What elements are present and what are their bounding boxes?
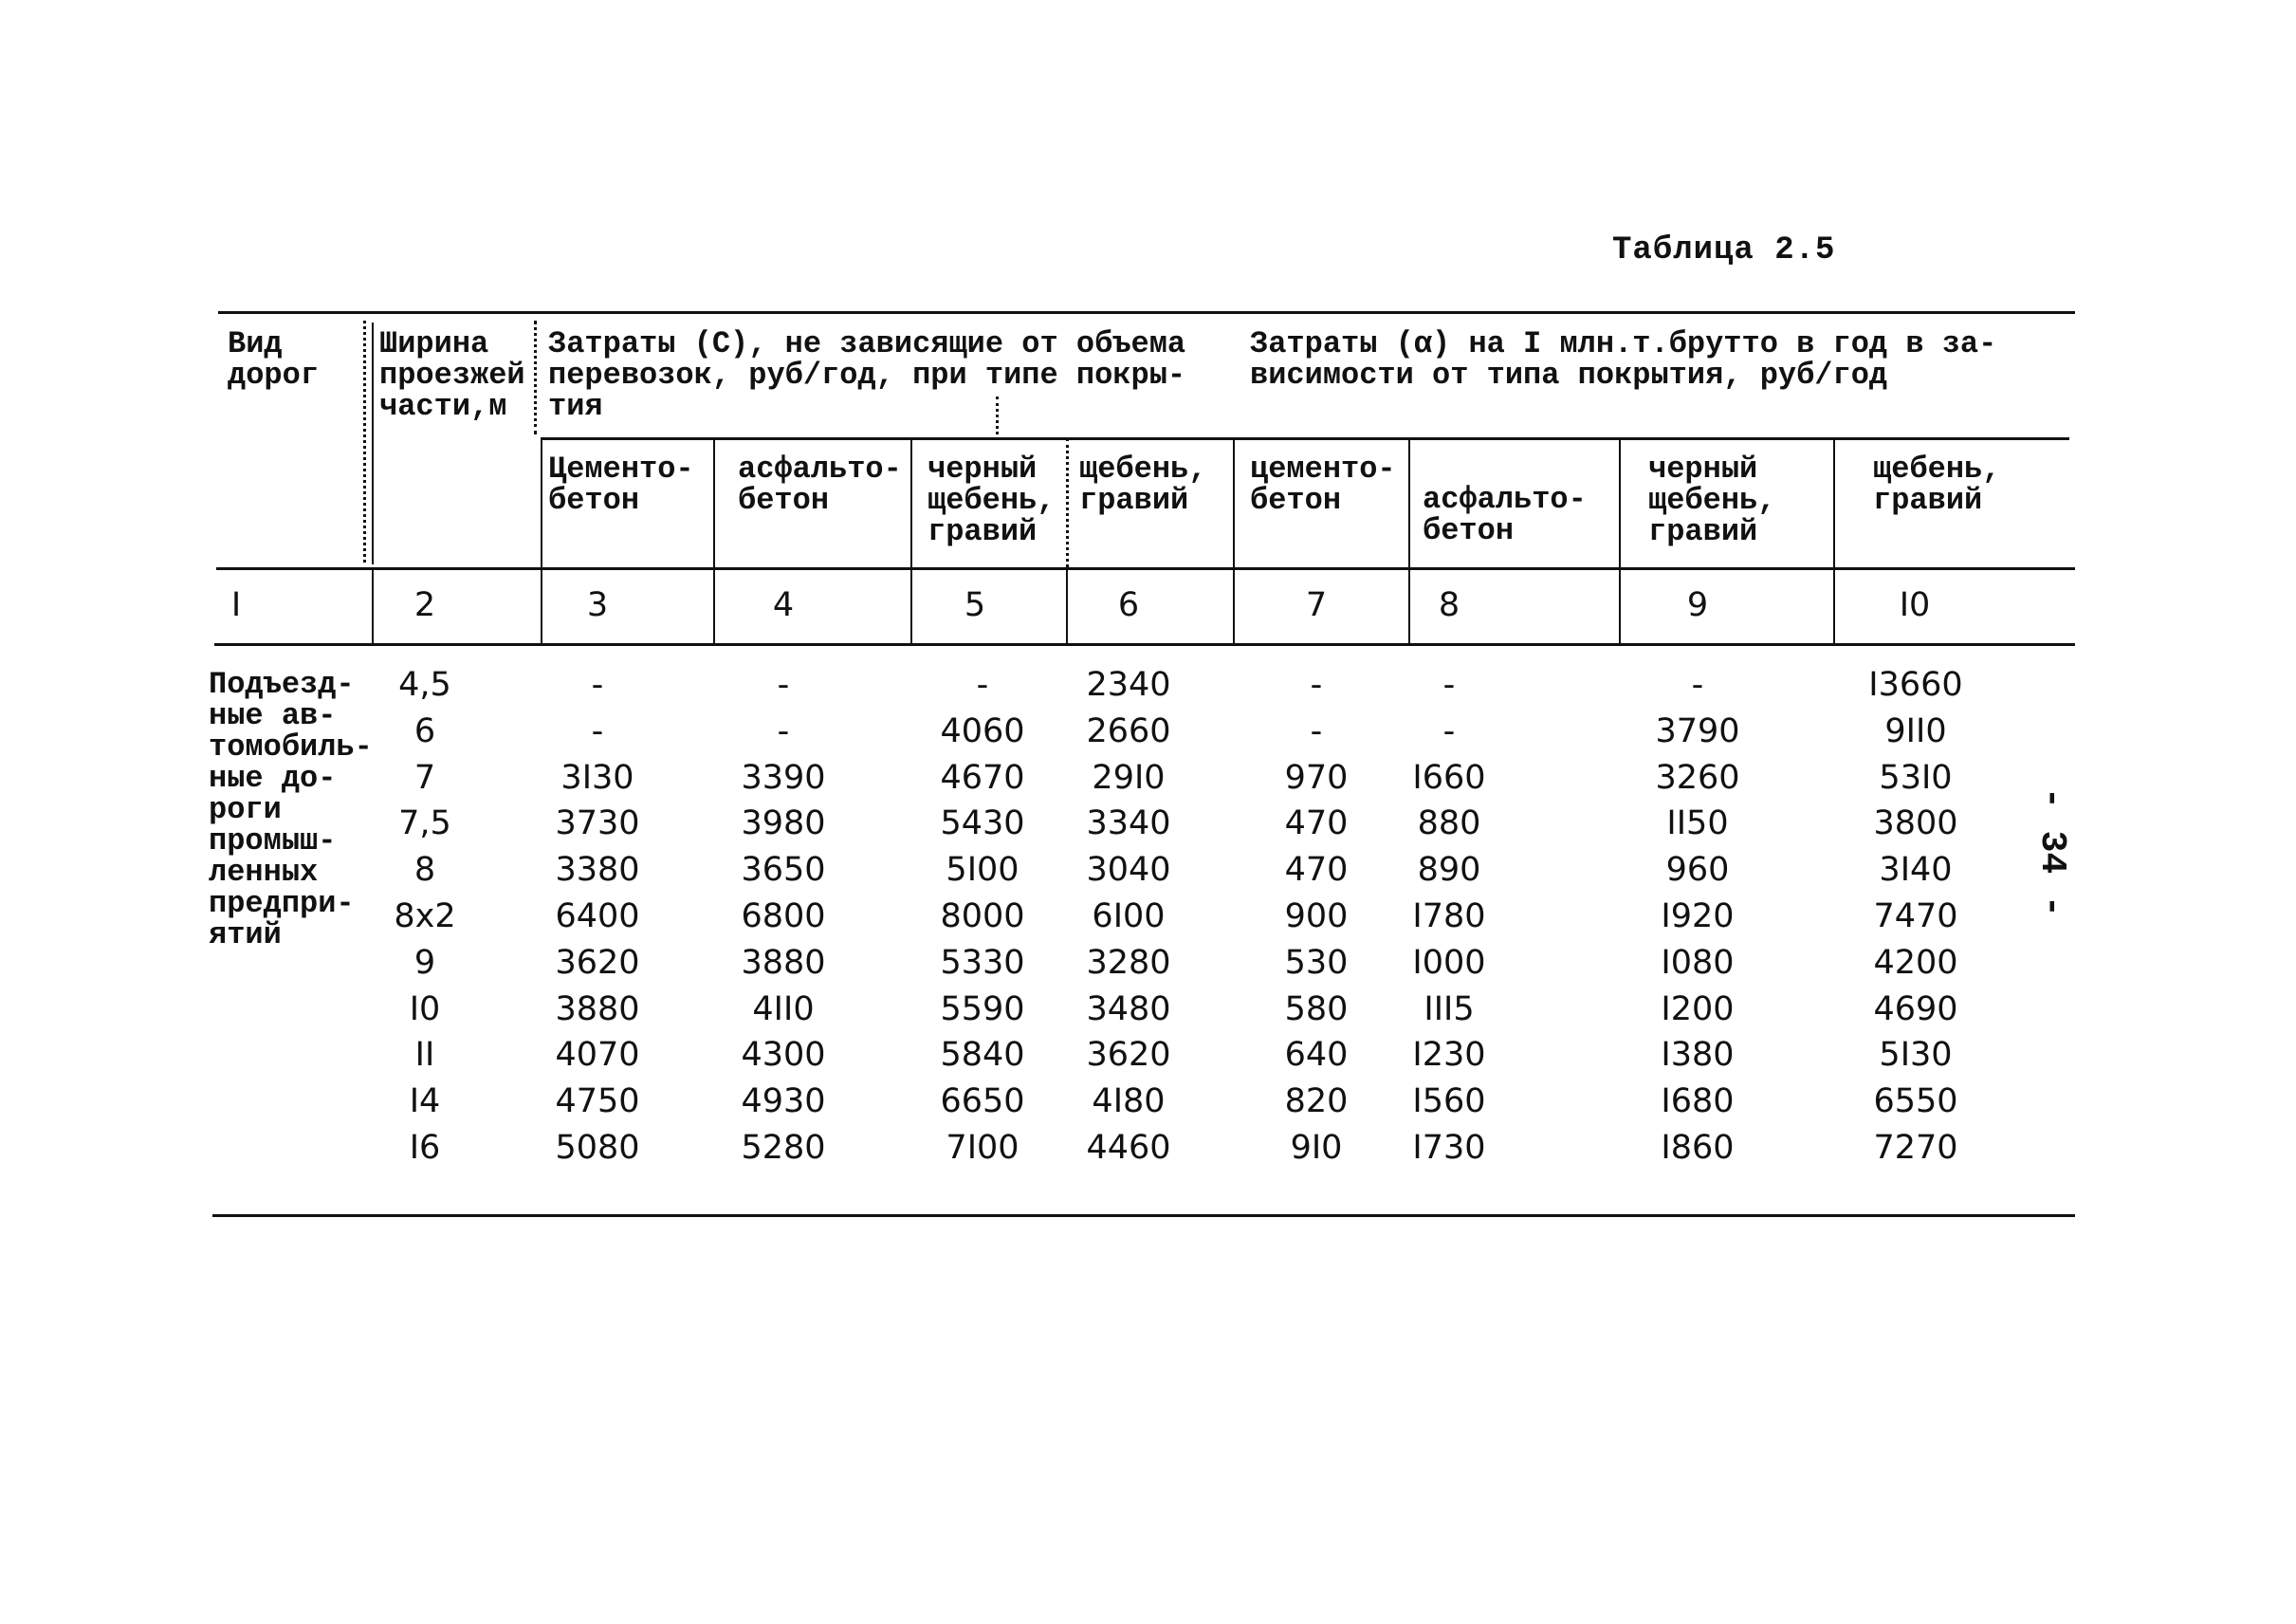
table-cell: 8000 xyxy=(940,897,1025,935)
table-cell: 53I0 xyxy=(1879,758,1953,797)
table-cell: 580 xyxy=(1284,989,1349,1028)
table-cell: 7I00 xyxy=(946,1129,1019,1167)
table-cell: 3260 xyxy=(1655,758,1740,797)
table-cell: 5430 xyxy=(940,804,1025,843)
table-cell: I3660 xyxy=(1868,666,1963,704)
header-divider xyxy=(1066,438,1069,567)
table-cell: 3650 xyxy=(741,851,826,890)
table-caption: Таблица 2.5 xyxy=(1612,232,1836,268)
table-cell: 3620 xyxy=(555,943,640,982)
table-cell: II50 xyxy=(1666,804,1729,843)
table-cell: 6800 xyxy=(741,897,826,935)
header-divider xyxy=(363,321,366,563)
header-sub-4: щебень, гравий xyxy=(1079,452,1207,518)
table-cell: 3390 xyxy=(741,758,826,797)
table-cell: I660 xyxy=(1412,758,1486,797)
table-cell: 5590 xyxy=(940,989,1025,1028)
header-sub-7: черный щебень, гравий xyxy=(1648,452,1776,549)
table-cell: I780 xyxy=(1412,897,1486,935)
header-divider xyxy=(1619,438,1621,567)
table-cell: 7470 xyxy=(1873,897,1958,935)
table-cell: I560 xyxy=(1412,1082,1486,1121)
column-number: 9 xyxy=(1686,586,1709,624)
table-cell: 640 xyxy=(1284,1036,1349,1075)
table-cell: - xyxy=(1310,711,1323,750)
table-cell: 6650 xyxy=(940,1082,1025,1121)
column-number: 4 xyxy=(772,586,795,624)
road-type-label: Подъезд- ные ав- томобиль- ные до- роги промыш- ленных предпри- ятий xyxy=(209,667,373,952)
table-cell: 470 xyxy=(1284,851,1349,890)
table-cell: - xyxy=(777,666,790,704)
table-cell: 470 xyxy=(1284,804,1349,843)
table-cell: 960 xyxy=(1665,851,1730,890)
table-cell: I6 xyxy=(409,1129,441,1167)
table-cell: 4I80 xyxy=(1092,1082,1166,1121)
table-cell: I200 xyxy=(1661,989,1735,1028)
table-cell: - xyxy=(1691,666,1704,704)
header-divider xyxy=(713,438,715,567)
table-cell: 7 xyxy=(413,758,436,797)
table-cell: 3480 xyxy=(1086,989,1171,1028)
table-cell: 4200 xyxy=(1873,943,1958,982)
header-group-variable-costs: Затраты (α) на I млн.т.брутто в год в за- висимости от типа покрытия, руб/год xyxy=(1250,326,1997,393)
header-divider xyxy=(534,321,537,434)
header-width: Ширина проезжей части,м xyxy=(379,326,525,424)
table-cell: I380 xyxy=(1661,1036,1735,1075)
page-number: - 34 - xyxy=(2031,787,2072,917)
header-road-type: Вид дорог xyxy=(228,326,320,393)
table-cell: 530 xyxy=(1284,943,1349,982)
header-sub-6: асфальто- бетон xyxy=(1423,482,1587,548)
table-cell: 6I00 xyxy=(1092,897,1166,935)
column-number: 5 xyxy=(964,586,986,624)
header-sub-8: щебень, гравий xyxy=(1873,452,2001,518)
colnum-divider xyxy=(1408,569,1410,643)
colnum-divider xyxy=(910,569,912,643)
table-cell: 4II0 xyxy=(752,989,815,1028)
header-sub-5: цементо- бетон xyxy=(1250,452,1396,518)
table-cell: I4 xyxy=(409,1082,441,1121)
table-cell: 3880 xyxy=(741,943,826,982)
table-cell: - xyxy=(591,666,604,704)
table-cell: I730 xyxy=(1412,1129,1486,1167)
table-cell: 4930 xyxy=(741,1082,826,1121)
table-cell: 2660 xyxy=(1086,711,1171,750)
table-cell: 900 xyxy=(1284,897,1349,935)
table-top-rule xyxy=(218,311,2075,314)
table-cell: 5840 xyxy=(940,1036,1025,1075)
table-cell: 3340 xyxy=(1086,804,1171,843)
table-cell: 3880 xyxy=(555,989,640,1028)
table-cell: I000 xyxy=(1412,943,1486,982)
table-cell: I680 xyxy=(1661,1082,1735,1121)
table-cell: 6550 xyxy=(1873,1082,1958,1121)
header-sub-2: асфальто- бетон xyxy=(738,452,902,518)
colnum-divider xyxy=(713,569,715,643)
table-cell: - xyxy=(777,711,790,750)
table-cell: 7270 xyxy=(1873,1129,1958,1167)
table-cell: 5280 xyxy=(741,1129,826,1167)
table-cell: 4750 xyxy=(555,1082,640,1121)
column-number: I0 xyxy=(1899,586,1931,624)
table-cell: 4690 xyxy=(1873,989,1958,1028)
table-cell: 9I0 xyxy=(1290,1129,1343,1167)
table-cell: III5 xyxy=(1424,989,1475,1028)
column-number: 2 xyxy=(413,586,436,624)
colnum-divider xyxy=(1833,569,1835,643)
colnum-divider xyxy=(372,569,374,643)
table-cell: 880 xyxy=(1417,804,1481,843)
table-cell: 3I40 xyxy=(1879,851,1953,890)
table-cell: 9II0 xyxy=(1884,711,1947,750)
table-cell: 4460 xyxy=(1086,1129,1171,1167)
table-cell: I0 xyxy=(409,989,441,1028)
header-divider xyxy=(910,438,912,567)
table-cell: 4060 xyxy=(940,711,1025,750)
colnum-divider xyxy=(541,569,542,643)
table-cell: 3620 xyxy=(1086,1036,1171,1075)
table-cell: 3280 xyxy=(1086,943,1171,982)
header-bottom-rule xyxy=(216,567,2075,570)
column-number: 3 xyxy=(586,586,609,624)
table-cell: II xyxy=(414,1036,435,1075)
header-divider xyxy=(1408,438,1410,567)
table-cell: 29I0 xyxy=(1092,758,1166,797)
header-sub-3: черный щебень, гравий xyxy=(928,452,1056,549)
table-cell: I860 xyxy=(1661,1129,1735,1167)
colnum-bottom-rule xyxy=(214,643,2075,646)
table-cell: 820 xyxy=(1284,1082,1349,1121)
table-cell: 4300 xyxy=(741,1036,826,1075)
header-group-rule xyxy=(541,437,2069,440)
table-bottom-rule xyxy=(212,1214,2075,1217)
table-cell: 5I00 xyxy=(946,851,1019,890)
table-cell: 6 xyxy=(413,711,436,750)
table-cell: - xyxy=(1442,711,1456,750)
column-number: 8 xyxy=(1438,586,1460,624)
table-cell: - xyxy=(976,666,989,704)
table-cell: 2340 xyxy=(1086,666,1171,704)
header-divider xyxy=(1833,438,1835,567)
header-divider xyxy=(1233,438,1235,567)
table-cell: - xyxy=(1442,666,1456,704)
table-cell: I230 xyxy=(1412,1036,1486,1075)
table-cell: 4,5 xyxy=(398,666,451,704)
table-cell: 3730 xyxy=(555,804,640,843)
colnum-divider xyxy=(1066,569,1068,643)
table-cell: 9 xyxy=(413,943,436,982)
table-cell: 5080 xyxy=(555,1129,640,1167)
table-cell: 970 xyxy=(1284,758,1349,797)
table-cell: - xyxy=(1310,666,1323,704)
table-cell: 5330 xyxy=(940,943,1025,982)
table-cell: 3790 xyxy=(1655,711,1740,750)
header-divider xyxy=(372,323,374,564)
colnum-divider xyxy=(1233,569,1235,643)
table-cell: 3040 xyxy=(1086,851,1171,890)
table-cell: 8x2 xyxy=(394,897,456,935)
column-number: 7 xyxy=(1305,586,1328,624)
table-cell: 890 xyxy=(1417,851,1481,890)
table-cell: 5I30 xyxy=(1879,1036,1953,1075)
table-cell: 7,5 xyxy=(398,804,451,843)
header-group-fixed-costs: Затраты (С), не зависящие от объема перевозок, руб/год, при типе покры- тия xyxy=(548,326,1186,424)
table-cell: 6400 xyxy=(555,897,640,935)
table-cell: 4670 xyxy=(940,758,1025,797)
table-cell: - xyxy=(591,711,604,750)
header-sub-1: Цементо- бетон xyxy=(548,452,694,518)
table-cell: 8 xyxy=(413,851,436,890)
column-number: I xyxy=(230,586,242,624)
table-cell: 3800 xyxy=(1873,804,1958,843)
table-cell: 3I30 xyxy=(560,758,634,797)
table-cell: 3380 xyxy=(555,851,640,890)
table-cell: 3980 xyxy=(741,804,826,843)
table-cell: 4070 xyxy=(555,1036,640,1075)
header-divider xyxy=(541,438,542,567)
table-cell: I080 xyxy=(1661,943,1735,982)
column-number: 6 xyxy=(1117,586,1140,624)
table-cell: I920 xyxy=(1661,897,1735,935)
colnum-divider xyxy=(1619,569,1621,643)
